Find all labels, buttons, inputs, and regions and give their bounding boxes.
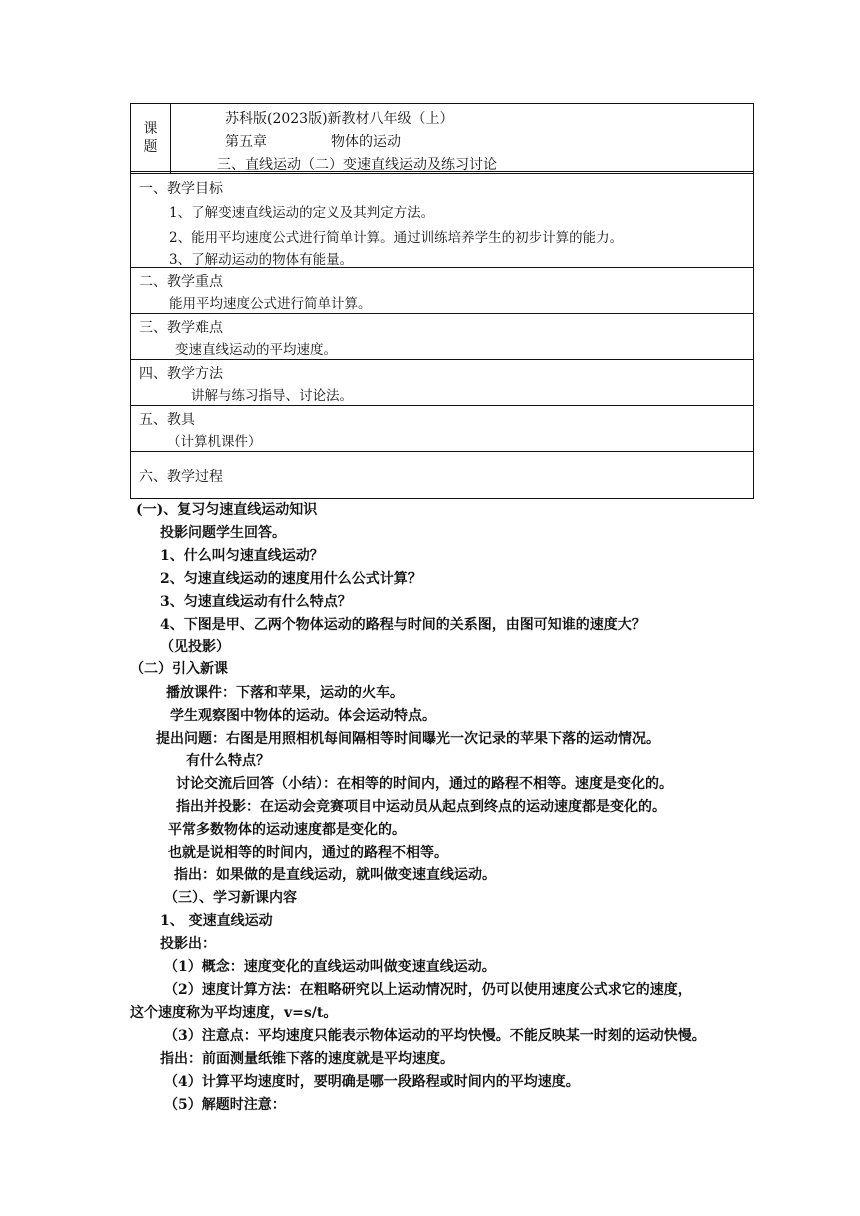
goal-item: 1、了解变速直线运动的定义及其判定方法。: [169, 205, 435, 221]
title-chapter: 第五章: [225, 134, 267, 150]
body-line: 平常多数物体的运动速度都是变化的。: [168, 822, 406, 838]
body-line: 投影问题学生回答。: [160, 525, 286, 541]
body-line: 播放课件：下落和苹果，运动的火车。: [166, 685, 404, 701]
body-line: 有什么特点？: [186, 753, 270, 769]
title-row: [131, 104, 753, 174]
section-method-text: 讲解与练习指导、讨论法。: [191, 388, 353, 404]
body-line: 4、下图是甲、乙两个物体运动的路程与时间的关系图，由图可知谁的速度大？: [160, 617, 646, 633]
section-process: [131, 452, 753, 498]
body-line: 投影出：: [160, 936, 216, 952]
body-line: 这个速度称为平均速度，v=s/t。: [130, 1005, 338, 1021]
title-chapter-name: 物体的运动: [331, 134, 401, 150]
section-method: [131, 360, 753, 406]
body-line: （2）速度计算方法：在粗略研究以上运动情况时，仍可以使用速度公式求它的速度，: [164, 982, 692, 998]
body-heading: （三）、学习新课内容: [164, 890, 297, 906]
title-label: [131, 104, 171, 174]
goal-item: 3、了解动运动的物体有能量。: [169, 252, 354, 268]
body-line: 2、匀速直线运动的速度用什么公式计算？: [160, 571, 422, 587]
body-line: （见投影）: [160, 639, 230, 655]
section-key-title: 二、教学重点: [139, 274, 223, 290]
body-line: 指出：前面测量纸锥下落的速度就是平均速度。: [160, 1051, 454, 1067]
section-tools-text: （计算机课件）: [167, 434, 262, 450]
title-textbook: 苏科版(2023版)新教材八年级（上）: [225, 111, 454, 127]
section-difficulty-title: 三、教学难点: [139, 320, 223, 336]
section-goals-title: 一、教学目标: [139, 181, 223, 197]
body-line: （3）注意点：平均速度只能表示物体运动的平均快慢。不能反映某一时刻的运动快慢。: [164, 1028, 706, 1044]
body-line: 学生观察图中物体的运动。体会运动特点。: [170, 708, 436, 724]
section-process-title: 六、教学过程: [139, 469, 223, 485]
section-method-title: 四、教学方法: [139, 366, 223, 382]
goal-item: 2、能用平均速度公式进行简单计算。通过训练培养学生的初步计算的能力。: [169, 230, 624, 246]
section-difficulty: [131, 314, 753, 360]
section-goals: [131, 174, 753, 268]
section-difficulty-text: 变速直线运动的平均速度。: [175, 342, 337, 358]
body-heading: （二）引入新课: [130, 661, 228, 677]
body-line: 提出问题：右图是用照相机每间隔相等时间曝光一次记录的苹果下落的运动情况。: [156, 731, 660, 747]
body-line: 指出并投影：在运动会竞赛项目中运动员从起点到终点的运动速度都是变化的。: [176, 799, 666, 815]
body-line: 3、匀速直线运动有什么特点？: [160, 594, 352, 610]
section-tools-title: 五、教具: [139, 412, 195, 428]
body-line: （1）概念：速度变化的直线运动叫做变速直线运动。: [164, 959, 496, 975]
body-heading: (一)、复习匀速直线运动知识: [136, 502, 318, 518]
body-line: 1、什么叫匀速直线运动？: [160, 548, 324, 564]
title-lesson: 三、直线运动（二）变速直线运动及练习讨论: [217, 157, 497, 173]
lesson-header-table: [130, 103, 754, 499]
title-label-text: 课 题: [143, 121, 158, 155]
body-line: （5）解题时注意：: [164, 1097, 286, 1113]
body-line: 讨论交流后回答（小结）：在相等的时间内，通过的路程不相等。速度是变化的。: [176, 776, 673, 792]
body-line: （4）计算平均速度时，要明确是哪一段路程或时间内的平均速度。: [164, 1074, 580, 1090]
body-line: 也就是说相等的时间内，通过的路程不相等。: [168, 845, 448, 861]
section-tools: [131, 406, 753, 452]
section-key: [131, 268, 753, 314]
body-line: 指出：如果做的是直线运动，就叫做变速直线运动。: [174, 867, 496, 883]
body-line: 1、 变速直线运动: [160, 913, 273, 929]
section-key-text: 能用平均速度公式进行简单计算。: [169, 296, 372, 312]
